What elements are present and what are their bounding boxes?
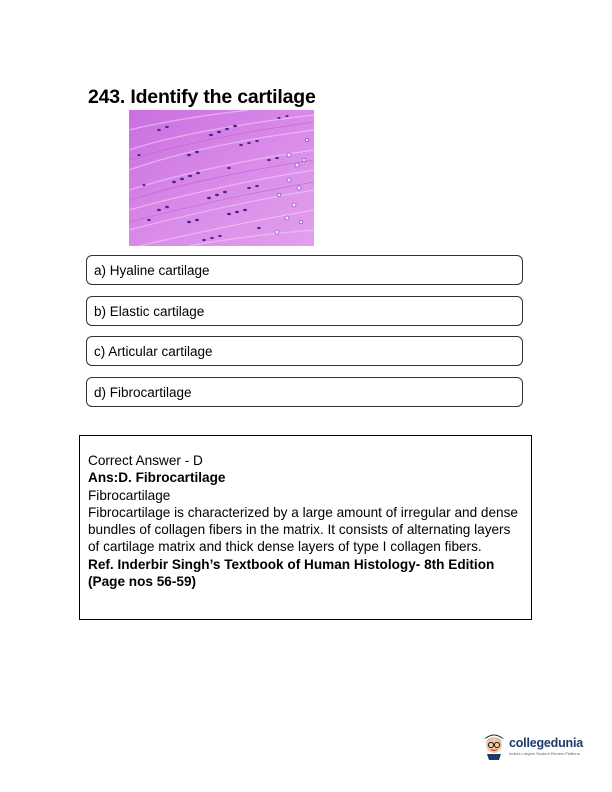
- logo-name: collegedunia: [509, 736, 584, 750]
- option-c[interactable]: c) Articular cartilage: [86, 336, 523, 366]
- correct-answer: Correct Answer - D: [88, 453, 203, 468]
- option-b[interactable]: b) Elastic cartilage: [86, 296, 523, 326]
- histology-image: [129, 110, 314, 246]
- question-title: 243. Identify the cartilage: [88, 86, 316, 108]
- option-d[interactable]: d) Fibrocartilage: [86, 377, 523, 407]
- answer-explanation: Fibrocartilage is characterized by a large amount of irregular and dense bundles of collagen fibers in the matrix. It consists of alternating layers of cartilage matrix and thick dense layers of type I collagen fibers.: [88, 504, 518, 555]
- answer-box: [79, 435, 532, 620]
- answer-heading: Ans:D. Fibrocartilage: [88, 470, 226, 486]
- answer-subtitle: Fibrocartilage: [88, 487, 171, 503]
- logo-tagline: India's Largest Student Review Platform: [509, 751, 581, 756]
- answer-reference: Ref. Inderbir Singh’s Textbook of Human Histology- 8th Edition (Page nos 56-59): [88, 556, 495, 590]
- collegedunia-logo: [481, 730, 591, 760]
- mascot-icon: [481, 730, 507, 760]
- option-a[interactable]: a) Hyaline cartilage: [86, 255, 523, 285]
